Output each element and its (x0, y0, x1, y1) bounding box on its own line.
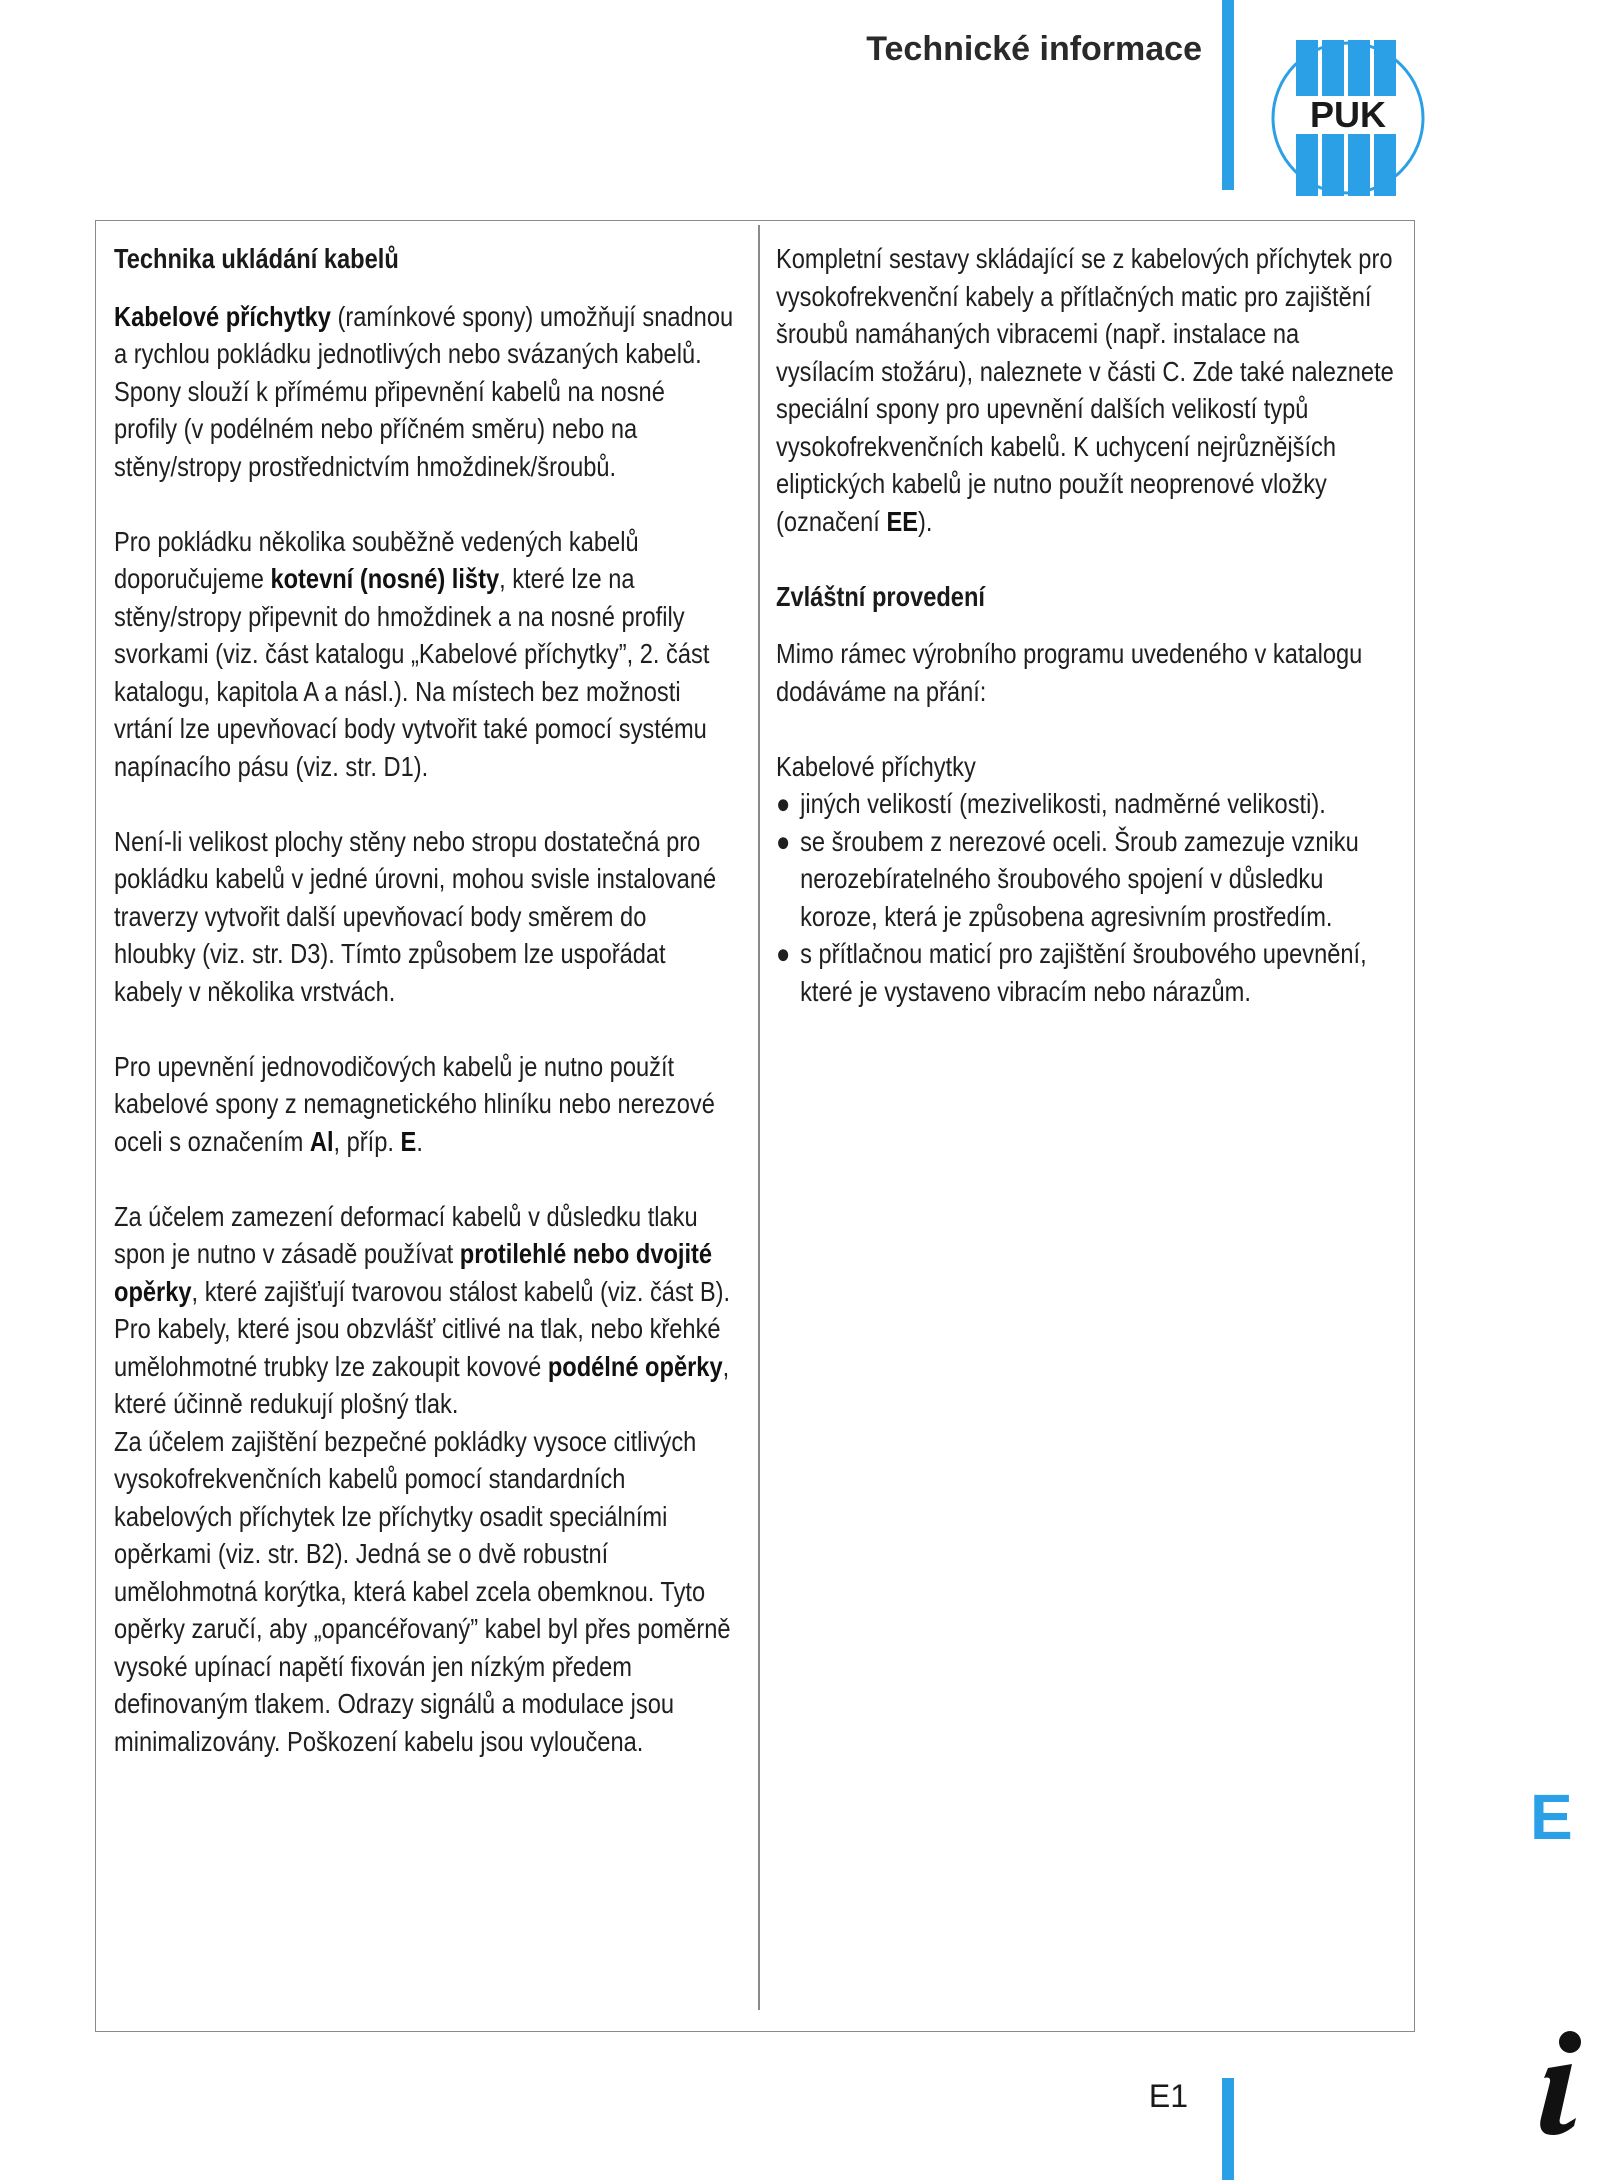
text-run: , které účinně redukují plošný tlak. (114, 1350, 730, 1419)
text-run: Za účelem zamezení deformací kabelů v důsledku tlaku spon je nutno v zásadě používat (114, 1200, 698, 1269)
list-item-text: s přítlačnou maticí pro zajištění šroubového upevnění, které je vystaveno vibracím nebo nárazům. (800, 938, 1367, 1007)
paragraph-supports (114, 1198, 733, 1423)
text-run: . (416, 1125, 423, 1157)
list-item (776, 785, 1395, 823)
puk-logo (1268, 38, 1428, 198)
text-run: (ramínkové spony) umožňují snadnou a rychlou pokládku jednotlivých nebo svázaných kabelů. Spony slouží k přímému připevnění kabelů na nosné profily (v podélném nebo příčném směru) nebo na stěny/stropy prostřednictvím hmoždinek/šroubů. (114, 300, 734, 482)
special-versions-list (776, 785, 1395, 1010)
text-run: Pro upevnění jednovodičových kabelů je nutno použít kabelové spony z nemagnetického hliníku nebo nerezové oceli s označením (114, 1050, 715, 1157)
bold-term: kotevní (nosné) lišty (270, 563, 500, 594)
text-run: Pro pokládku několika souběžně vedených kabelů doporučujeme (114, 525, 639, 594)
section-heading-cable-laying: Technika ukládání kabelů (114, 243, 399, 274)
list-item-text: jiných velikostí (mezivelikosti, nadměrné velikosti). (800, 788, 1326, 819)
paragraph-cable-clips (114, 298, 733, 486)
logo-text: PUK (1309, 94, 1387, 135)
bullet-icon: ● (776, 938, 791, 969)
text-run: Kompletní sestavy skládající se z kabelových příchytek pro vysokofrekvenční kabely a přítlačných matic pro zajištění šroubů namáhaných vibracemi (např. instalace na vysílacím stožáru), naleznete v části C. Zde také naleznete speciální spony pro upevnění dalších velikostí typů vysokofrekvenčních kabelů. K uchycení nejrůznějších eliptických kabelů je nutno použít neoprenové vložky (označení (776, 243, 1394, 537)
paragraph-anchor-rails (114, 523, 733, 786)
right-column (776, 240, 1395, 1010)
paragraph-hf-cables: Za účelem zajištění bezpečné pokládky vysoce citlivých vysokofrekvenčních kabelů pomocí standardních kabelových příchytek lze příchytky osadit speciálními opěrkami (viz. str. B2). Jedná se o dvě robustní umělohmotná korýtka, která kabel zcela obemknou. Tyto opěrky zaručí, aby „opancéřovaný” kabel byl přes poměrně vysoké upínací napětí fixován jen nízkým předem definovaným tlakem. Odrazy signálů a modulace jsou minimalizovány. Poškození kabelu jsou vyloučena. (114, 1425, 731, 1757)
left-column (114, 240, 733, 1798)
bold-term: E (400, 1125, 417, 1157)
bold-term: Kabelové příchytky (114, 300, 331, 332)
bullet-icon: ● (776, 788, 791, 819)
section-heading-special-versions: Zvláštní provedení (776, 580, 985, 612)
bullet-icon: ● (776, 825, 791, 857)
paragraph-traverses: Není-li velikost plochy stěny nebo stropu dostatečná pro pokládku kabelů v jedné úrovni, mohou svisle instalované traverzy vytvořit další upevňovací body směrem do hloubky (viz. str. D3). Tímto způsobem lze uspořádat kabely v několika vrstvách. (114, 825, 717, 1007)
footer-accent-bar (1222, 2078, 1234, 2180)
list-item (776, 935, 1395, 1010)
section-letter-tab: E (1530, 1781, 1573, 1853)
paragraph-single-core (114, 1048, 733, 1161)
text-run: , které zajišťují tvarovou stálost kabelů (viz. část B). Pro kabely, které jsou obzvlášť citlivé na tlak, nebo křehké umělohmotné trubky lze zakoupit kovové (114, 1275, 731, 1382)
header-accent-bar (1222, 0, 1234, 190)
text-run: ). (917, 505, 933, 537)
bold-term: EE (886, 505, 918, 537)
text-run: , příp. (333, 1125, 401, 1157)
bold-term: Al (309, 1125, 334, 1157)
bold-term: protilehlé nebo dvojité opěrky (114, 1238, 713, 1307)
list-item-text: se šroubem z nerezové oceli. Šroub zamezuje vzniku nerozebíratelného šroubového spojení v důsledku koroze, která je způsobena agresivním prostředím. (800, 825, 1359, 932)
paragraph-complete-sets (776, 240, 1395, 540)
bold-term: podélné opěrky (547, 1350, 723, 1382)
page-title: Technické informace (866, 30, 1202, 68)
list-item (776, 823, 1395, 936)
text-run: , které lze na stěny/stropy připevnit do hmoždinek a na nosné profily svorkami (viz. část katalogu „Kabelové příchytky”, 2. část katalogu, kapitola A a násl.). Na místech bez možnosti vrtání lze upevňovací body vytvořit také pomocí systému napínacího pásu (viz. str. D1). (114, 563, 710, 782)
page-number: E1 (1148, 2078, 1188, 2114)
column-divider (758, 225, 760, 2010)
paragraph-on-request: Mimo rámec výrobního programu uvedeného v katalogu dodáváme na přání: (776, 638, 1363, 707)
list-title: Kabelové příchytky (776, 750, 976, 782)
info-icon (1530, 2030, 1590, 2140)
